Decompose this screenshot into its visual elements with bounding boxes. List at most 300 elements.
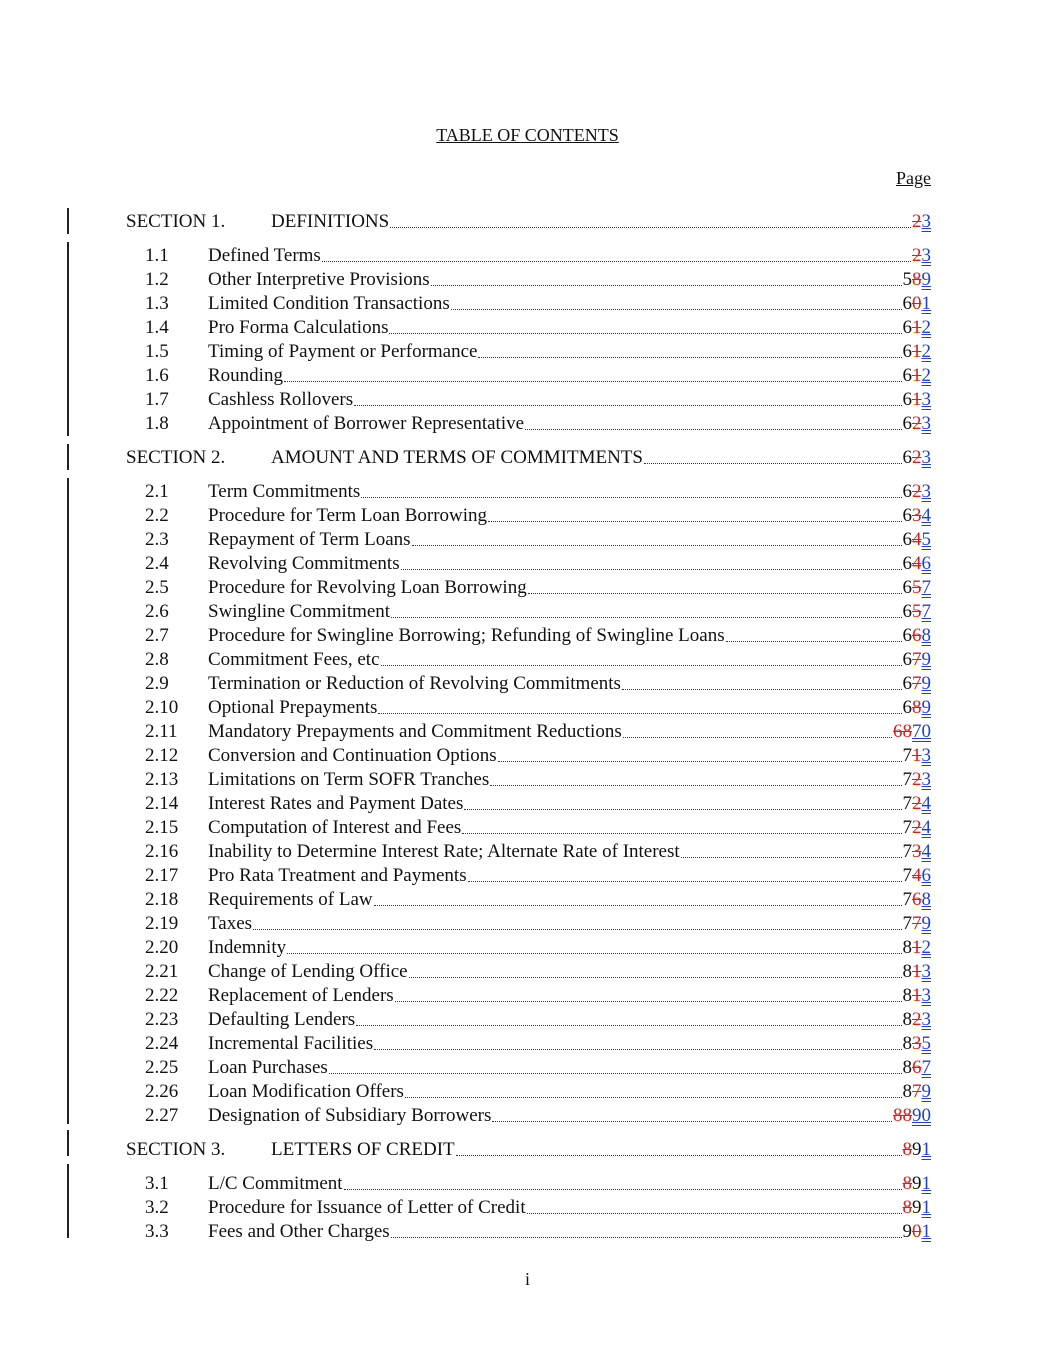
deleted-page-digits: 7 bbox=[912, 649, 922, 670]
toc-number: 2.23 bbox=[145, 1009, 179, 1030]
toc-title: Procedure for Issuance of Letter of Credit bbox=[208, 1197, 526, 1218]
toc-title: Defaulting Lenders bbox=[208, 1009, 356, 1030]
toc-page-ref bbox=[903, 268, 932, 292]
dot-leader bbox=[431, 284, 902, 286]
toc-number: SECTION 3. bbox=[126, 1139, 226, 1160]
toc-entry-row[interactable] bbox=[0, 840, 1055, 864]
toc-title-line bbox=[208, 792, 931, 816]
toc-number: 2.21 bbox=[145, 961, 179, 982]
page-digits: 6 bbox=[902, 365, 912, 386]
toc-page-ref bbox=[903, 504, 932, 528]
toc-title-line bbox=[208, 1008, 931, 1032]
toc-title: Limited Condition Transactions bbox=[208, 293, 450, 314]
toc-entry-row[interactable] bbox=[0, 936, 1055, 960]
toc-number: 2.22 bbox=[145, 985, 179, 1006]
toc-title: Commitment Fees, etc bbox=[208, 649, 380, 670]
inserted-page-digits: 2 bbox=[921, 937, 931, 958]
toc-title-line bbox=[208, 1196, 931, 1220]
toc-number: 1.4 bbox=[145, 317, 169, 338]
toc-entry-row[interactable] bbox=[0, 528, 1055, 552]
toc-entry-row[interactable] bbox=[0, 412, 1055, 436]
inserted-page-digits: 3 bbox=[921, 481, 931, 502]
deleted-page-digits: 0 bbox=[912, 293, 922, 314]
toc-title-line bbox=[208, 720, 931, 744]
toc-entry-row[interactable] bbox=[0, 816, 1055, 840]
toc-title-line bbox=[271, 210, 931, 234]
inserted-page-digits: 9 bbox=[921, 649, 931, 670]
inserted-page-digits: 1 bbox=[921, 1197, 931, 1218]
deleted-page-digits: 4 bbox=[912, 553, 922, 574]
toc-title-line bbox=[208, 268, 931, 292]
deleted-page-digits: 7 bbox=[912, 673, 922, 694]
toc-page-ref bbox=[903, 960, 932, 984]
toc-page-ref bbox=[903, 888, 932, 912]
dot-leader bbox=[498, 760, 902, 762]
toc-title-line bbox=[208, 504, 931, 528]
toc-title-line bbox=[271, 446, 931, 470]
toc-title-line bbox=[208, 960, 931, 984]
deleted-page-digits: 7 bbox=[912, 913, 922, 934]
toc-page-ref bbox=[893, 720, 931, 744]
toc-number: 2.1 bbox=[145, 481, 169, 502]
dot-leader bbox=[374, 904, 902, 906]
toc-title: Rounding bbox=[208, 365, 283, 386]
toc-page-ref bbox=[903, 1032, 932, 1056]
inserted-page-digits: 7 bbox=[921, 601, 931, 622]
deleted-page-digits: 1 bbox=[912, 745, 922, 766]
toc-title-line bbox=[208, 648, 931, 672]
toc-number: 2.11 bbox=[145, 721, 178, 742]
toc-title-line bbox=[208, 1172, 931, 1196]
toc-title: Loan Modification Offers bbox=[208, 1081, 404, 1102]
deleted-page-digits: 8 bbox=[902, 1173, 912, 1194]
toc-page-ref bbox=[903, 912, 932, 936]
toc-number: 2.4 bbox=[145, 553, 169, 574]
inserted-page-digits: 3 bbox=[921, 447, 931, 468]
inserted-page-digits: 3 bbox=[921, 961, 931, 982]
toc-title: Swingline Commitment bbox=[208, 601, 391, 622]
inserted-page-digits: 3 bbox=[921, 745, 931, 766]
toc-entry-row[interactable] bbox=[0, 1172, 1055, 1196]
toc-section-row[interactable] bbox=[0, 210, 1055, 234]
inserted-page-digits: 6 bbox=[921, 865, 931, 886]
page-digits: 6 bbox=[902, 413, 912, 434]
page-digits: 9 bbox=[912, 1139, 922, 1160]
toc-title-line bbox=[208, 888, 931, 912]
toc-title: Procedure for Swingline Borrowing; Refunding of Swingline Loans bbox=[208, 625, 725, 646]
toc-title: L/C Commitment bbox=[208, 1173, 343, 1194]
toc-title: Timing of Payment or Performance bbox=[208, 341, 478, 362]
toc-page-ref bbox=[903, 696, 932, 720]
toc-number: 1.8 bbox=[145, 413, 169, 434]
inserted-page-digits: 3 bbox=[921, 389, 931, 410]
toc-entry-row[interactable] bbox=[0, 316, 1055, 340]
toc-number: 2.10 bbox=[145, 697, 179, 718]
toc-title-line bbox=[208, 388, 931, 412]
toc-number: 2.16 bbox=[145, 841, 179, 862]
deleted-page-digits: 5 bbox=[912, 577, 922, 598]
inserted-page-digits: 7 bbox=[921, 1057, 931, 1078]
page-digits: 6 bbox=[902, 673, 912, 694]
deleted-page-digits: 88 bbox=[893, 1105, 912, 1126]
inserted-page-digits: 3 bbox=[921, 985, 931, 1006]
toc-section-row[interactable] bbox=[0, 446, 1055, 470]
toc-entry-row[interactable] bbox=[0, 1032, 1055, 1056]
dot-leader bbox=[391, 616, 901, 618]
toc-title-line bbox=[208, 292, 931, 316]
inserted-page-digits: 8 bbox=[921, 889, 931, 910]
toc-title-line bbox=[208, 816, 931, 840]
toc-title: AMOUNT AND TERMS OF COMMITMENTS bbox=[271, 447, 643, 468]
inserted-page-digits: 9 bbox=[921, 269, 931, 290]
toc-number: 1.2 bbox=[145, 269, 169, 290]
toc-page-ref bbox=[903, 364, 932, 388]
deleted-page-digits: 6 bbox=[912, 889, 922, 910]
toc-entry-row[interactable] bbox=[0, 1220, 1055, 1244]
toc-title: Pro Rata Treatment and Payments bbox=[208, 865, 467, 886]
toc-page-ref bbox=[903, 480, 932, 504]
inserted-page-digits: 2 bbox=[921, 317, 931, 338]
inserted-page-digits: 5 bbox=[921, 1033, 931, 1054]
dot-leader bbox=[322, 260, 911, 262]
inserted-page-digits: 7 bbox=[921, 577, 931, 598]
toc-entry-row[interactable] bbox=[0, 1196, 1055, 1220]
toc-number: 2.24 bbox=[145, 1033, 179, 1054]
toc-page-ref bbox=[903, 648, 932, 672]
inserted-page-digits: 3 bbox=[921, 1009, 931, 1030]
toc-entry-row[interactable] bbox=[0, 504, 1055, 528]
toc-page-ref bbox=[903, 1056, 932, 1080]
toc-title-line bbox=[208, 864, 931, 888]
toc-entry-row[interactable] bbox=[0, 388, 1055, 412]
page-digits: 9 bbox=[912, 1197, 922, 1218]
toc-title: Taxes bbox=[208, 913, 253, 934]
deleted-page-digits: 7 bbox=[912, 1081, 922, 1102]
deleted-page-digits: 1 bbox=[912, 341, 922, 362]
toc-page-ref bbox=[903, 768, 932, 792]
page-digits: 6 bbox=[902, 625, 912, 646]
toc-title-line bbox=[208, 480, 931, 504]
inserted-page-digits: 70 bbox=[912, 721, 931, 742]
dot-leader bbox=[284, 380, 902, 382]
toc-number: 2.7 bbox=[145, 625, 169, 646]
toc-entry-row[interactable] bbox=[0, 864, 1055, 888]
toc-title: Pro Forma Calculations bbox=[208, 317, 389, 338]
page-digits: 6 bbox=[902, 649, 912, 670]
page-digits: 5 bbox=[902, 269, 912, 290]
toc-page-ref bbox=[912, 210, 931, 234]
dot-leader bbox=[478, 356, 901, 358]
dot-leader bbox=[390, 226, 911, 228]
page-digits: 7 bbox=[902, 769, 912, 790]
toc-title: Interest Rates and Payment Dates bbox=[208, 793, 464, 814]
toc-title-line bbox=[208, 912, 931, 936]
deleted-page-digits: 1 bbox=[912, 365, 922, 386]
dot-leader bbox=[378, 712, 901, 714]
toc-title-line bbox=[208, 576, 931, 600]
toc-number: 2.13 bbox=[145, 769, 179, 790]
page-digits: 7 bbox=[902, 865, 912, 886]
deleted-page-digits: 2 bbox=[912, 447, 922, 468]
deleted-page-digits: 1 bbox=[912, 389, 922, 410]
toc-entry-row[interactable] bbox=[0, 960, 1055, 984]
page-digits: 7 bbox=[902, 793, 912, 814]
page-digits: 9 bbox=[902, 1221, 912, 1242]
page-title: TABLE OF CONTENTS bbox=[436, 125, 619, 145]
toc-entry-row[interactable] bbox=[0, 1080, 1055, 1104]
inserted-page-digits: 2 bbox=[921, 365, 931, 386]
toc-number: 1.1 bbox=[145, 245, 169, 266]
toc-title: Optional Prepayments bbox=[208, 697, 378, 718]
toc-title: Fees and Other Charges bbox=[208, 1221, 390, 1242]
toc-title: DEFINITIONS bbox=[271, 211, 390, 232]
deleted-page-digits: 2 bbox=[912, 413, 922, 434]
dot-leader bbox=[468, 880, 902, 882]
toc-page-ref bbox=[903, 600, 932, 624]
toc-title-line bbox=[271, 1138, 931, 1162]
inserted-page-digits: 4 bbox=[921, 841, 931, 862]
deleted-page-digits: 0 bbox=[912, 1221, 922, 1242]
toc-title: Cashless Rollovers bbox=[208, 389, 354, 410]
toc-title-line bbox=[208, 1032, 931, 1056]
toc-entry-row[interactable] bbox=[0, 480, 1055, 504]
inserted-page-digits: 3 bbox=[921, 211, 931, 232]
toc-title-line bbox=[208, 840, 931, 864]
toc-page-ref bbox=[903, 446, 932, 470]
toc-title-line bbox=[208, 1104, 931, 1128]
toc-title: Other Interpretive Provisions bbox=[208, 269, 430, 290]
page-digits: 8 bbox=[902, 1081, 912, 1102]
toc-page-ref bbox=[903, 672, 932, 696]
dot-leader bbox=[492, 1120, 892, 1122]
toc-entry-row[interactable] bbox=[0, 244, 1055, 268]
toc-entry-row[interactable] bbox=[0, 1104, 1055, 1128]
toc-page-ref bbox=[903, 816, 932, 840]
toc-title-line bbox=[208, 624, 931, 648]
toc-entry-row[interactable] bbox=[0, 720, 1055, 744]
page-digits: 7 bbox=[902, 913, 912, 934]
toc-title: Requirements of Law bbox=[208, 889, 373, 910]
dot-leader bbox=[412, 544, 902, 546]
page-digits: 6 bbox=[902, 447, 912, 468]
page-digits: 8 bbox=[902, 1033, 912, 1054]
deleted-page-digits: 2 bbox=[912, 245, 922, 266]
page-digits: 8 bbox=[902, 961, 912, 982]
dot-leader bbox=[361, 496, 901, 498]
toc-number: 1.7 bbox=[145, 389, 169, 410]
toc-entry-row[interactable] bbox=[0, 600, 1055, 624]
toc-title: Procedure for Revolving Loan Borrowing bbox=[208, 577, 527, 598]
toc-entry-row[interactable] bbox=[0, 364, 1055, 388]
toc-entry-row[interactable] bbox=[0, 672, 1055, 696]
dot-leader bbox=[391, 1236, 902, 1238]
inserted-page-digits: 9 bbox=[921, 673, 931, 694]
toc-number: 2.27 bbox=[145, 1105, 179, 1126]
toc-entry-row[interactable] bbox=[0, 744, 1055, 768]
toc-title: Designation of Subsidiary Borrowers bbox=[208, 1105, 492, 1126]
page-digits: 8 bbox=[902, 1009, 912, 1030]
toc-entry-row[interactable] bbox=[0, 1008, 1055, 1032]
toc-title-line bbox=[208, 744, 931, 768]
dot-leader bbox=[726, 640, 902, 642]
toc-number: 2.17 bbox=[145, 865, 179, 886]
dot-leader bbox=[490, 784, 901, 786]
dot-leader bbox=[464, 808, 901, 810]
toc-entry-row[interactable] bbox=[0, 984, 1055, 1008]
toc-title-line bbox=[208, 364, 931, 388]
toc-title-line bbox=[208, 1056, 931, 1080]
dot-leader bbox=[401, 568, 902, 570]
toc-number: SECTION 2. bbox=[126, 447, 226, 468]
toc-page-ref bbox=[903, 624, 932, 648]
inserted-page-digits: 1 bbox=[921, 1221, 931, 1242]
inserted-page-digits: 8 bbox=[921, 625, 931, 646]
toc-entry-row[interactable] bbox=[0, 888, 1055, 912]
dot-leader bbox=[528, 592, 902, 594]
toc-number: 2.20 bbox=[145, 937, 179, 958]
toc-title-line bbox=[208, 984, 931, 1008]
toc-number: 2.15 bbox=[145, 817, 179, 838]
toc-entry-row[interactable] bbox=[0, 648, 1055, 672]
page-digits: 7 bbox=[902, 817, 912, 838]
dot-leader bbox=[409, 976, 902, 978]
toc-page-ref bbox=[903, 1008, 932, 1032]
deleted-page-digits: 2 bbox=[912, 817, 922, 838]
toc-entry-row[interactable] bbox=[0, 912, 1055, 936]
toc-entry-row[interactable] bbox=[0, 292, 1055, 316]
toc-number: 2.12 bbox=[145, 745, 179, 766]
toc-title: Inability to Determine Interest Rate; Alternate Rate of Interest bbox=[208, 841, 680, 862]
dot-leader bbox=[354, 404, 901, 406]
toc-page-ref bbox=[903, 744, 932, 768]
toc-page-ref bbox=[903, 552, 932, 576]
dot-leader bbox=[329, 1072, 902, 1074]
toc-title-line bbox=[208, 768, 931, 792]
inserted-page-digits: 6 bbox=[921, 553, 931, 574]
toc-section-row[interactable] bbox=[0, 1138, 1055, 1162]
deleted-page-digits: 8 bbox=[902, 1197, 912, 1218]
toc-entry-row[interactable] bbox=[0, 340, 1055, 364]
deleted-page-digits: 1 bbox=[912, 937, 922, 958]
dot-leader bbox=[405, 1096, 902, 1098]
toc-entry-row[interactable] bbox=[0, 268, 1055, 292]
dot-leader bbox=[374, 1048, 901, 1050]
inserted-page-digits: 2 bbox=[921, 341, 931, 362]
toc-number: 2.18 bbox=[145, 889, 179, 910]
toc-title: Termination or Reduction of Revolving Commitments bbox=[208, 673, 621, 694]
dot-leader bbox=[622, 688, 902, 690]
dot-leader bbox=[527, 1212, 902, 1214]
toc-title: Loan Purchases bbox=[208, 1057, 328, 1078]
page-digits: 6 bbox=[902, 505, 912, 526]
toc-number: 1.5 bbox=[145, 341, 169, 362]
toc-number: 2.26 bbox=[145, 1081, 179, 1102]
inserted-page-digits: 3 bbox=[921, 245, 931, 266]
toc-entry-row[interactable] bbox=[0, 576, 1055, 600]
toc-number: 3.1 bbox=[145, 1173, 169, 1194]
deleted-page-digits: 6 bbox=[912, 625, 922, 646]
dot-leader bbox=[525, 428, 901, 430]
page-digits: 8 bbox=[902, 985, 912, 1006]
page-digits: 6 bbox=[902, 317, 912, 338]
toc-title: Term Commitments bbox=[208, 481, 361, 502]
dot-leader bbox=[389, 332, 901, 334]
toc-entry-row[interactable] bbox=[0, 792, 1055, 816]
toc-entry-row[interactable] bbox=[0, 1056, 1055, 1080]
page-digits: 7 bbox=[902, 889, 912, 910]
toc-page-ref bbox=[903, 1196, 932, 1220]
toc-title: LETTERS OF CREDIT bbox=[271, 1139, 455, 1160]
toc-page-ref bbox=[903, 388, 932, 412]
dot-leader bbox=[344, 1188, 902, 1190]
deleted-page-digits: 4 bbox=[912, 865, 922, 886]
toc-title: Appointment of Borrower Representative bbox=[208, 413, 525, 434]
toc-number: 2.14 bbox=[145, 793, 179, 814]
deleted-page-digits: 2 bbox=[912, 481, 922, 502]
inserted-page-digits: 4 bbox=[921, 817, 931, 838]
dot-leader bbox=[253, 928, 901, 930]
deleted-page-digits: 1 bbox=[912, 985, 922, 1006]
deleted-page-digits: 2 bbox=[912, 769, 922, 790]
toc-number: 2.5 bbox=[145, 577, 169, 598]
toc-number: 2.6 bbox=[145, 601, 169, 622]
toc-entry-row[interactable] bbox=[0, 696, 1055, 720]
toc-number: 2.2 bbox=[145, 505, 169, 526]
toc-entry-row[interactable] bbox=[0, 624, 1055, 648]
toc-entry-row[interactable] bbox=[0, 768, 1055, 792]
page-digits: 6 bbox=[902, 577, 912, 598]
page-digits: 6 bbox=[902, 341, 912, 362]
toc-page-ref bbox=[903, 292, 932, 316]
dot-leader bbox=[395, 1000, 902, 1002]
dot-leader bbox=[462, 832, 901, 834]
dot-leader bbox=[381, 664, 902, 666]
dot-leader bbox=[681, 856, 902, 858]
toc-title: Conversion and Continuation Options bbox=[208, 745, 497, 766]
toc-number: 1.6 bbox=[145, 365, 169, 386]
toc-number: 3.2 bbox=[145, 1197, 169, 1218]
inserted-page-digits: 9 bbox=[921, 913, 931, 934]
toc-page-ref bbox=[903, 576, 932, 600]
toc-title: Change of Lending Office bbox=[208, 961, 408, 982]
toc-page-ref bbox=[903, 1138, 932, 1162]
inserted-page-digits: 9 bbox=[921, 1081, 931, 1102]
page-digits: 8 bbox=[902, 937, 912, 958]
toc-title: Repayment of Term Loans bbox=[208, 529, 411, 550]
toc-title: Mandatory Prepayments and Commitment Reductions bbox=[208, 721, 622, 742]
toc-entry-row[interactable] bbox=[0, 552, 1055, 576]
toc-title: Computation of Interest and Fees bbox=[208, 817, 462, 838]
toc-title-line bbox=[208, 1080, 931, 1104]
toc-number: SECTION 1. bbox=[126, 211, 226, 232]
toc-page-ref bbox=[903, 1172, 932, 1196]
toc-title-line bbox=[208, 1220, 931, 1244]
toc-page-ref bbox=[893, 1104, 931, 1128]
dot-leader bbox=[623, 736, 892, 738]
toc-title-line bbox=[208, 244, 931, 268]
deleted-page-digits: 5 bbox=[912, 601, 922, 622]
toc-page-ref bbox=[903, 1220, 932, 1244]
toc-page-ref bbox=[903, 840, 932, 864]
inserted-page-digits: 1 bbox=[921, 293, 931, 314]
deleted-page-digits: 68 bbox=[893, 721, 912, 742]
toc-number: 2.8 bbox=[145, 649, 169, 670]
page-digits: 6 bbox=[902, 697, 912, 718]
toc-title: Defined Terms bbox=[208, 245, 321, 266]
page-column-heading: Page bbox=[896, 168, 931, 188]
deleted-page-digits: 4 bbox=[912, 529, 922, 550]
toc-number: 2.19 bbox=[145, 913, 179, 934]
